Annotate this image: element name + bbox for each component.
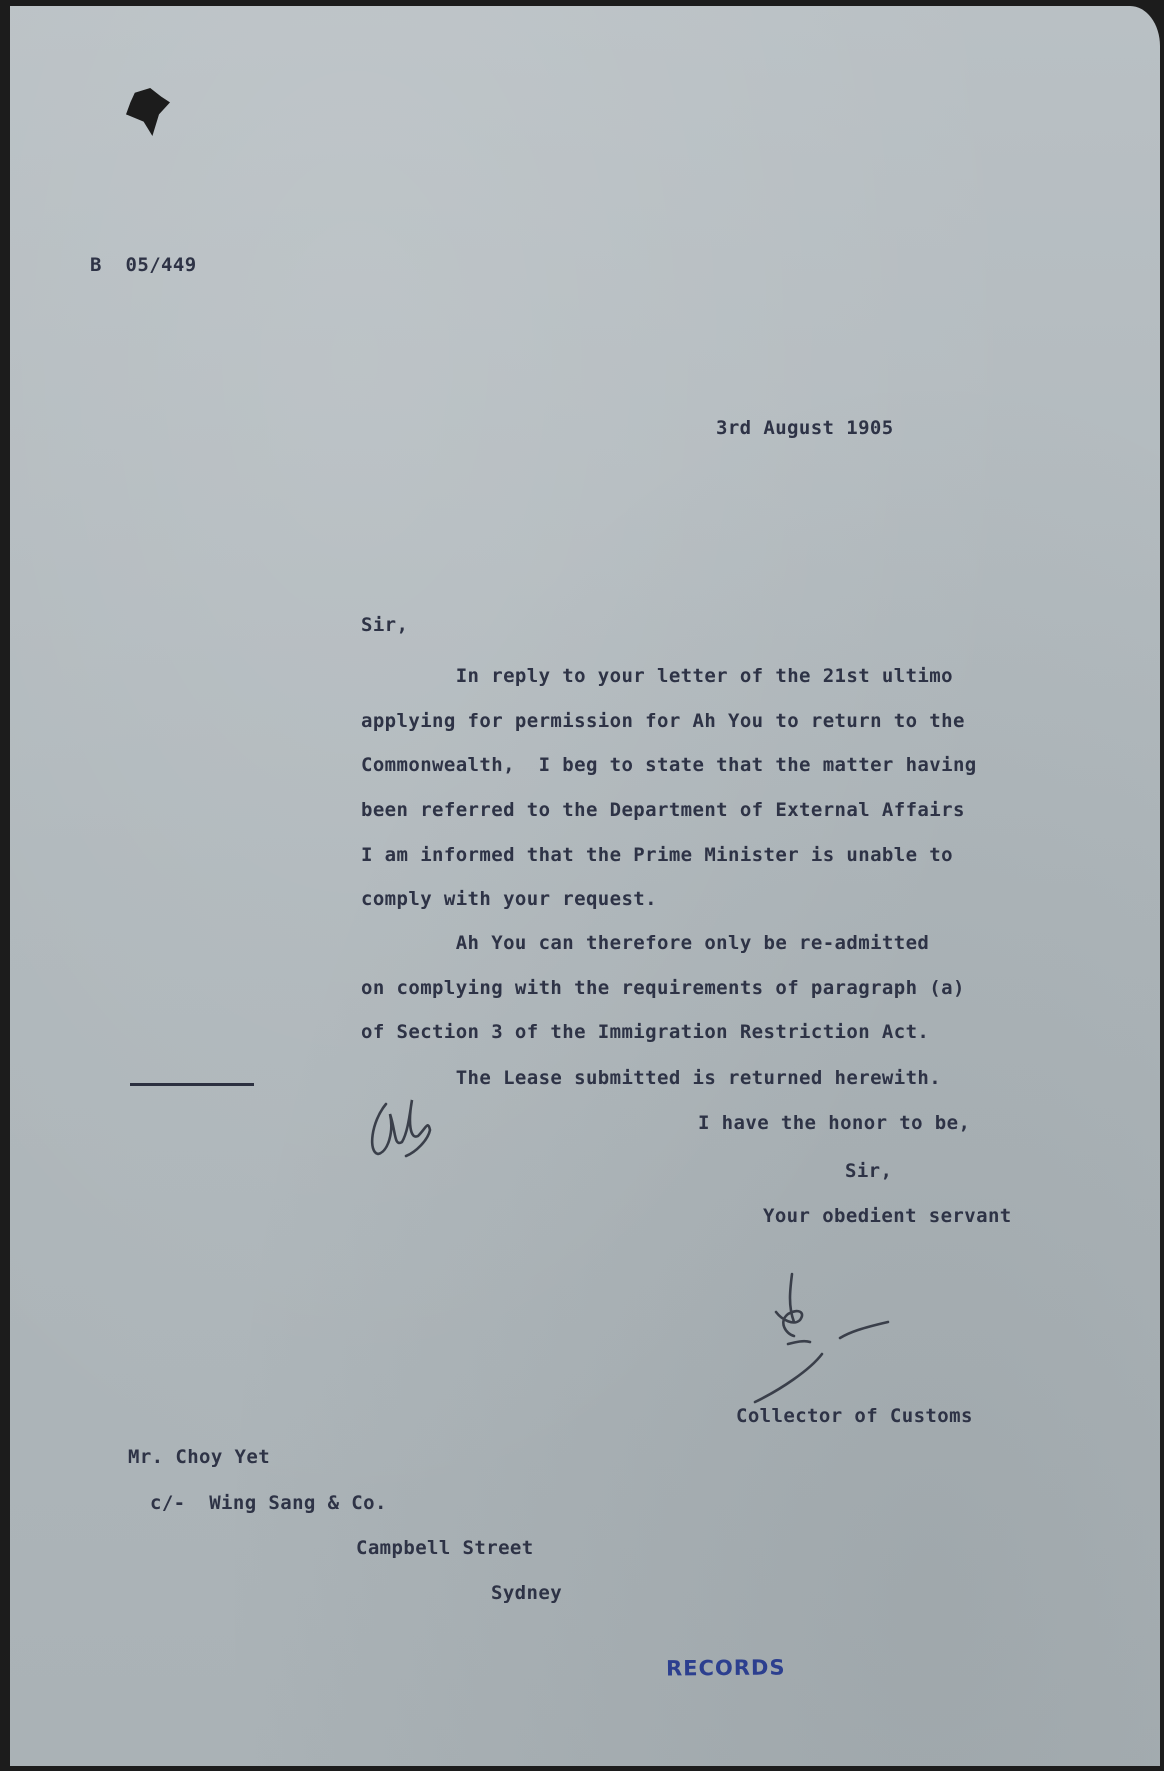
body-line: comply with your request. — [361, 888, 657, 910]
recipient-care-of: c/- Wing Sang & Co. — [150, 1492, 387, 1514]
recipient-name: Mr. Choy Yet — [128, 1446, 271, 1468]
body-line: I am informed that the Prime Minister is unable to — [361, 844, 953, 866]
recipient-city: Sydney — [491, 1582, 563, 1604]
body-line: Ah You can therefore only be re-admitted — [361, 932, 930, 954]
recipient-street: Campbell Street — [356, 1537, 534, 1559]
closing-line: Sir, — [845, 1160, 893, 1182]
margin-rule — [130, 1083, 254, 1086]
body-line: In reply to your letter of the 21st ultimo — [361, 665, 953, 687]
records-stamp: RECORDS — [665, 1655, 786, 1681]
file-reference: B 05/449 — [90, 254, 197, 276]
letter-date: 3rd August 1905 — [716, 417, 894, 439]
signatory-title: Collector of Customs — [736, 1405, 973, 1427]
salutation: Sir, — [361, 614, 409, 636]
body-line: applying for permission for Ah You to return to the — [361, 710, 965, 732]
collector-signature — [750, 1270, 890, 1405]
body-line: been referred to the Department of External Affairs — [361, 799, 965, 821]
body-line: on complying with the requirements of paragraph (a) — [361, 977, 965, 999]
closing-line: I have the honor to be, — [698, 1112, 971, 1134]
body-line: of Section 3 of the Immigration Restriction Act. — [361, 1021, 930, 1043]
body-line: Commonwealth, I beg to state that the matter having — [361, 754, 977, 776]
closing-line: Your obedient servant — [763, 1205, 1012, 1227]
body-line: The Lease submitted is returned herewith. — [361, 1067, 942, 1089]
initials-signature — [366, 1092, 446, 1162]
